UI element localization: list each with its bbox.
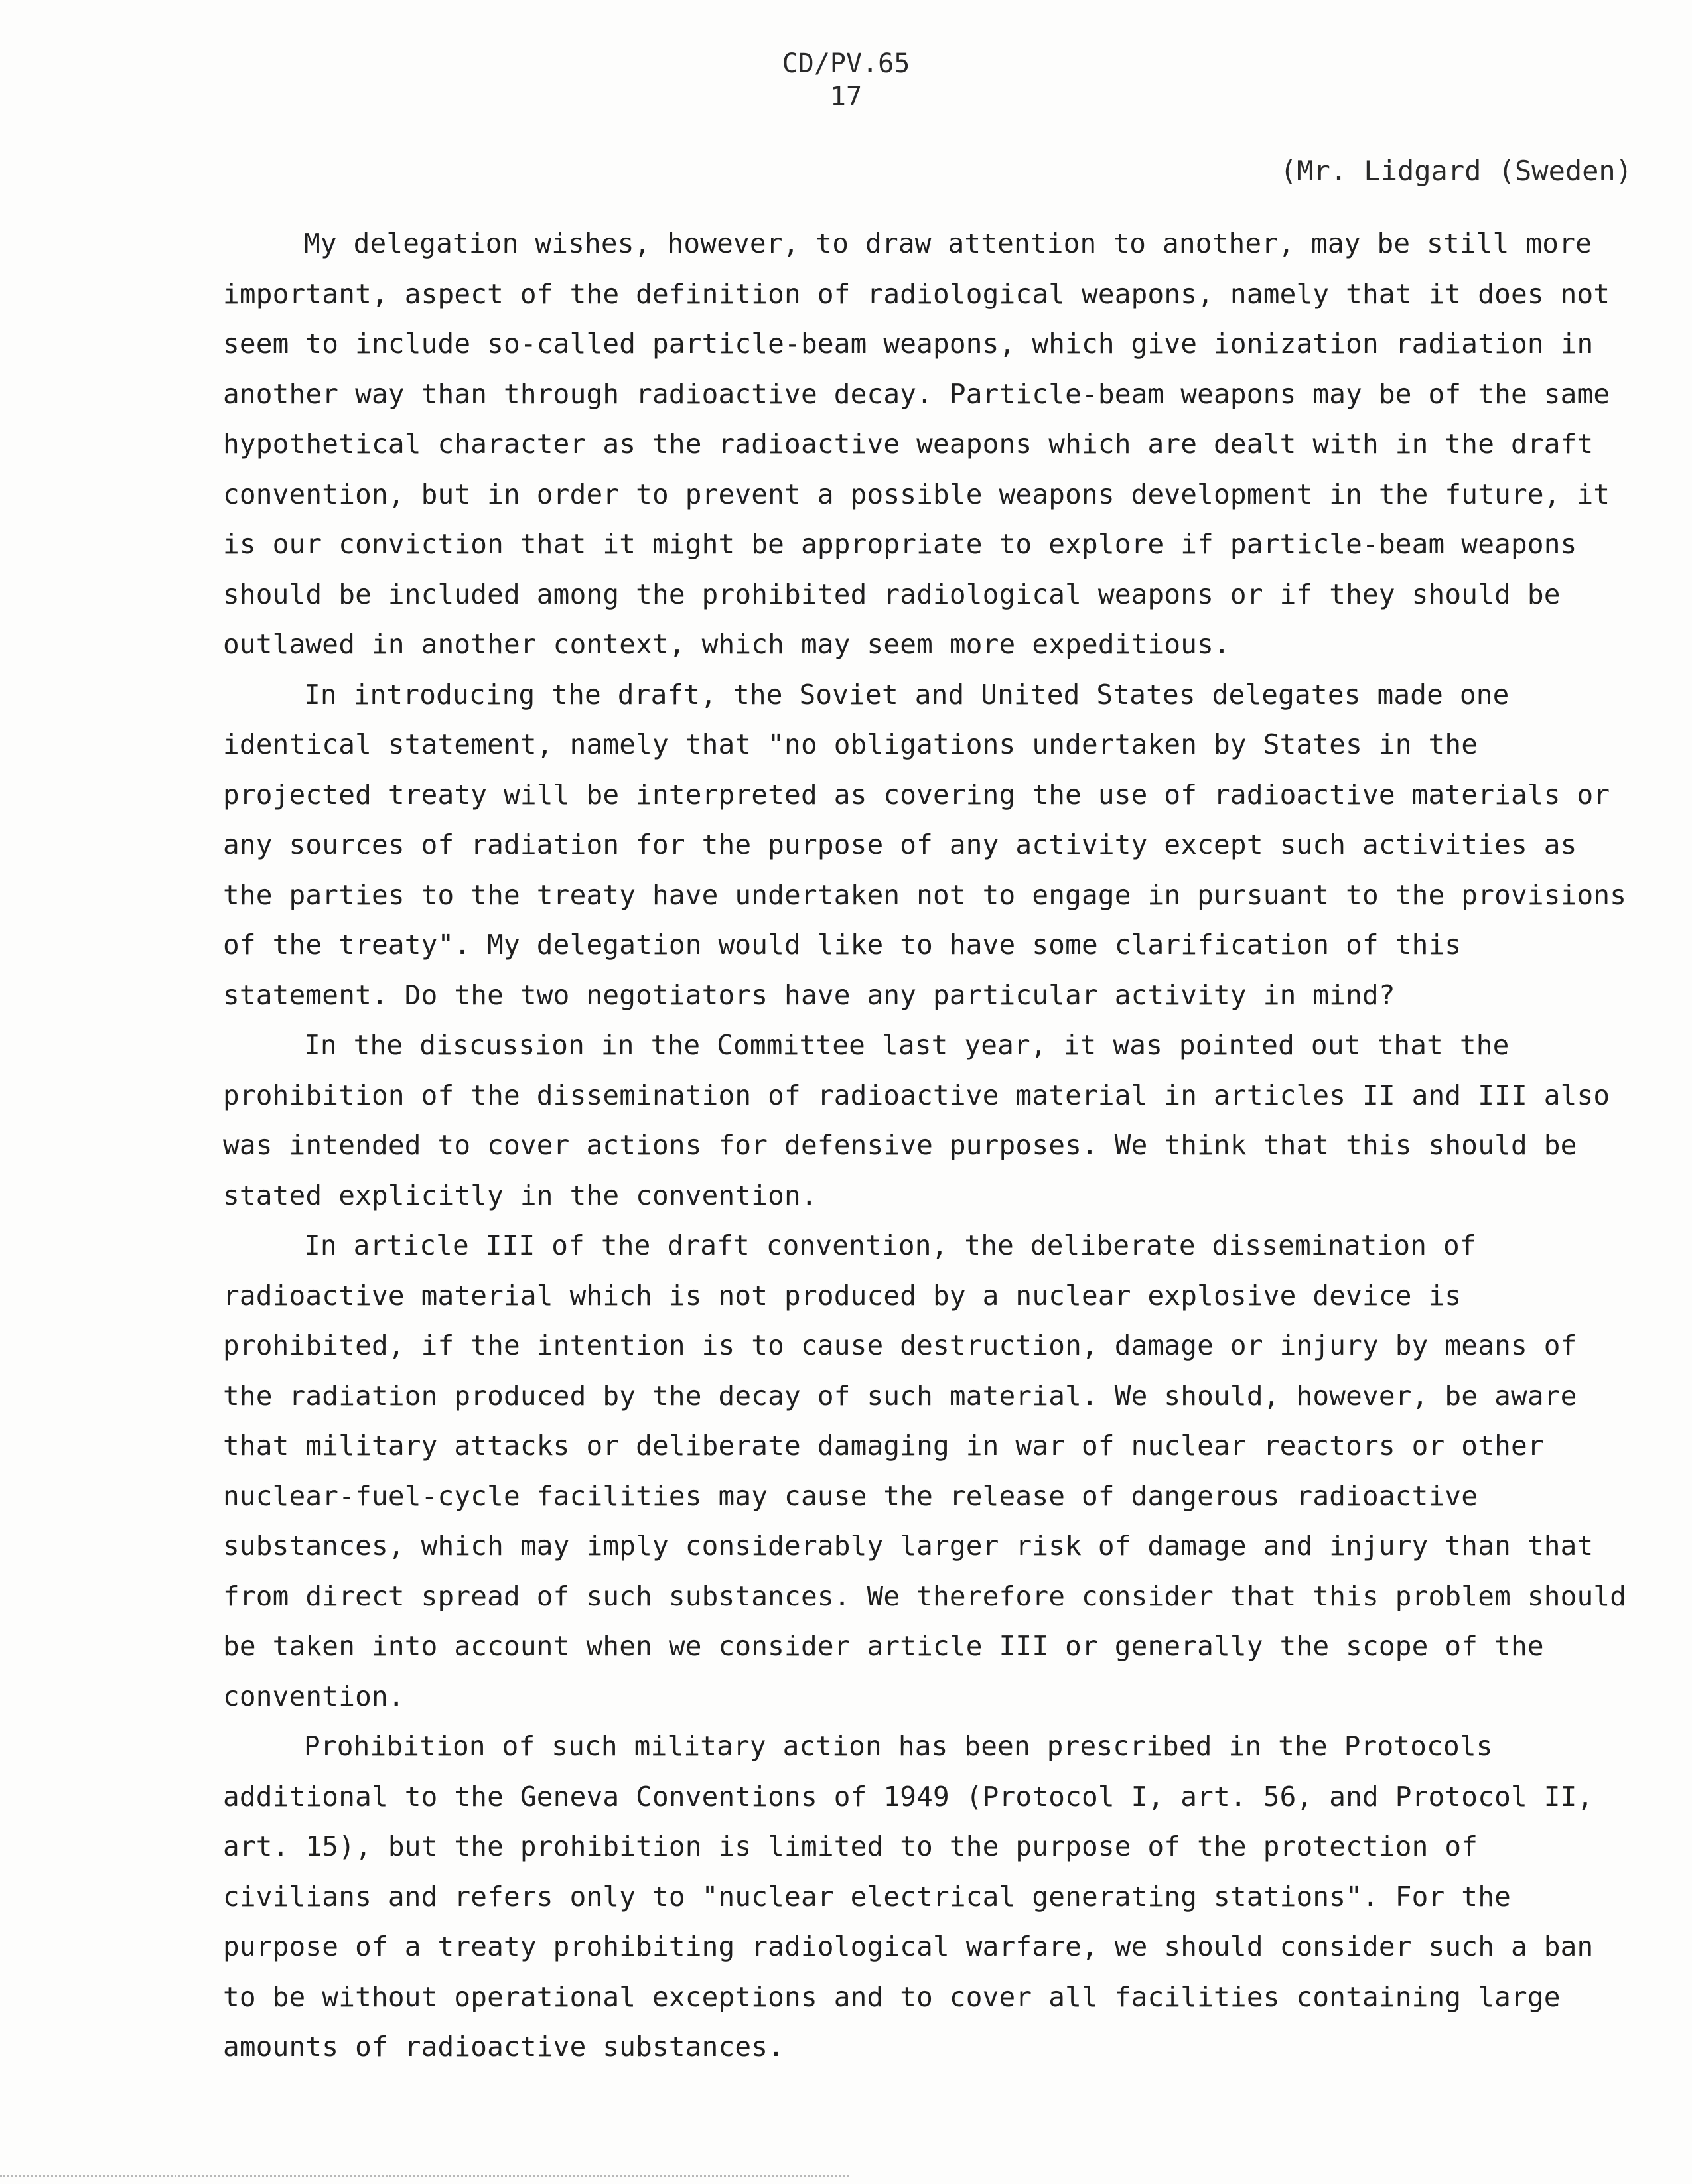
paragraph-defensive-purposes: In the discussion in the Committee last year, it was pointed out that the prohibition of the dissemination of radioactive material in articles II and III also was intended to cover actions for defensive purposes. We think that this should be stated explicitly in the convention. [223, 1029, 1610, 1211]
document-symbol: CD/PV.65 [782, 48, 910, 79]
page-number: 17 [829, 82, 863, 112]
paragraph-joint-statement: In introducing the draft, the Soviet and United States delegates made one identical statement, namely that "no obligations undertaken by States in the projected treaty will be interpreted as covering the use of radioactive materials or any sources of radiation for the purpose of any activity except such activities as the parties to the treaty have undertaken not to engage in pursuant to the provisions of the treaty". My delegation would like to have some clarification of this statement. Do the two negotiators have any particular activity in mind? [223, 678, 1627, 1011]
scan-edge-rule [0, 2175, 849, 2177]
paragraph-geneva-protocols: Prohibition of such military action has been prescribed in the Protocols additional to the Geneva Conventions of 1949 (Protocol I, art. 56, and Protocol II, art. 15), but the prohibition is limited to the purpose of the protection of civilians and refers only to "nuclear electrical generating stations". For the purpose of a treaty prohibiting radiological warfare, we should consider such a ban to be without operational exceptions and to cover all facilities containing large amounts of radioactive substances. [223, 1730, 1594, 2063]
paragraph-article-three: In article III of the draft convention, the deliberate dissemination of radioactive material which is not produced by a nuclear explosive device is prohibited, if the intention is to cause destruction, damage or injury by means of the radiation produced by the decay of such material. We should, however, be aware that military attacks or deliberate damaging in war of nuclear reactors or other nuclear-fuel-cycle facilities may cause the release of dangerous radioactive substances, which may imply considerably larger risk of damage and injury than that from direct spread of such substances. We therefore consider that this problem should be taken into account when we consider article III or generally the scope of the convention. [223, 1229, 1627, 1712]
speaker-attribution: (Mr. Lidgard (Sweden) [1279, 155, 1632, 187]
body-text [223, 219, 1643, 2073]
paragraph-particle-beam-weapons: My delegation wishes, however, to draw attention to another, may be still more important, aspect of the definition of radiological weapons, namely that it does not seem to include so-called particle-beam weapons, which give ionization radiation in another way than through radioactive decay. Particle-beam weapons may be of the same hypothetical character as the radioactive weapons which are dealt with in the draft convention, but in order to prevent a possible weapons development in the future, it is our conviction that it might be appropriate to explore if particle-beam weapons should be included among the prohibited radiological weapons or if they should be outlawed in another context, which may seem more expeditious. [223, 228, 1610, 660]
